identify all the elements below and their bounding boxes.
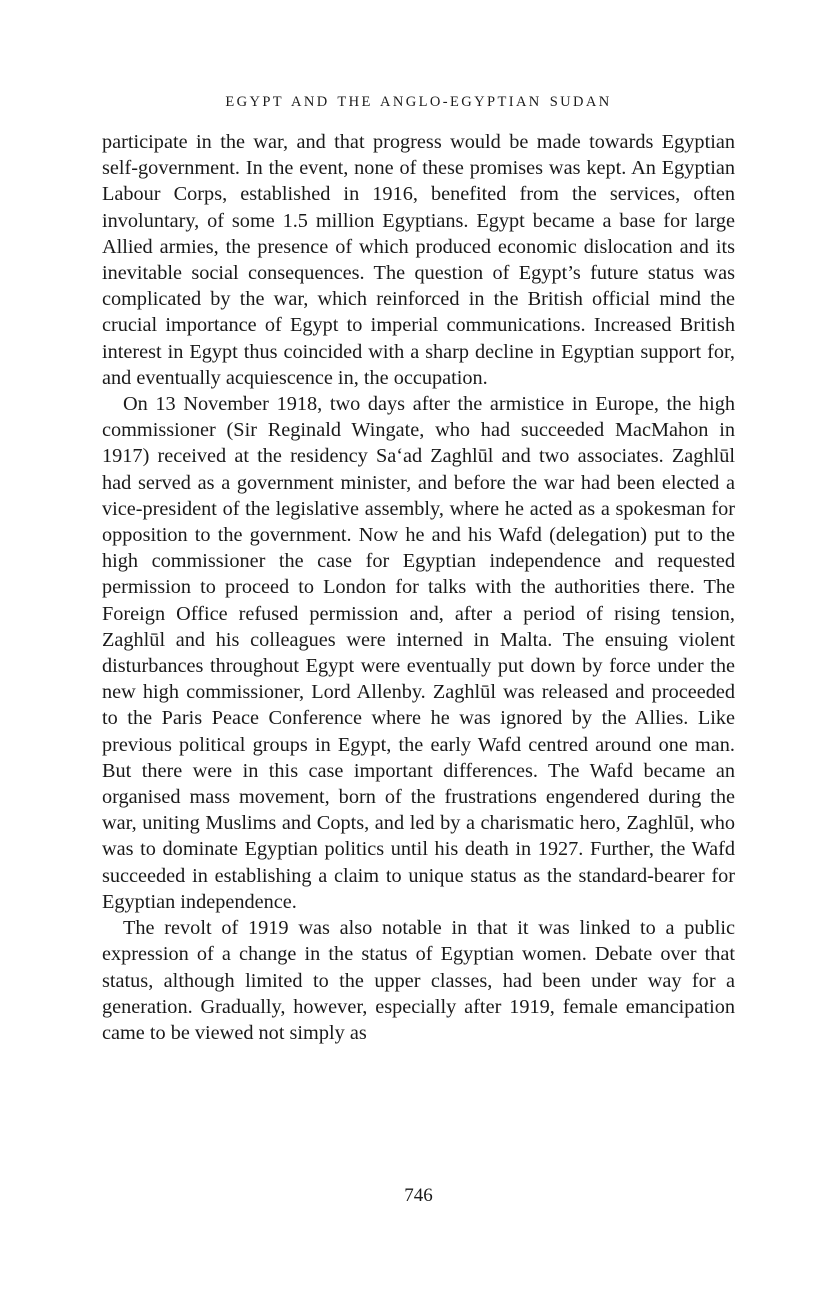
paragraph-continued: participate in the war, and that progress would be made towards Egyptian self-government. In the event, none of these promises was kept. An Egyptian Labour Corps, established in 1916, benefited from the services, often involuntary, of some 1.5 million Egyptians. Egypt became a base for large Allied armies, the presence of which produced economic dislocation and its inevitable social consequences. The question of Egypt’s future status was complicated by the war, which reinforced in the British official mind the crucial importance of Egypt to imperial communications. Increased British interest in Egypt thus coincided with a sharp decline in Egyptian support for, and eventually acquiescence in, the occupation. [102, 131, 735, 389]
body-text [102, 129, 735, 1046]
paragraph-revolt-1919: The revolt of 1919 was also notable in that it was linked to a public expression of a change in the status of Egyptian women. Debate over that status, although limited to the upper classes, had been under way for a generation. Gradually, however, especially after 1919, female emancipation came to be viewed not simply as [102, 917, 735, 1044]
book-page [102, 0, 735, 1300]
page-number: 746 [404, 1185, 433, 1206]
paragraph-zaghlul: On 13 November 1918, two days after the armistice in Europe, the high commissioner (Sir Reginald Wingate, who had succeeded MacMahon in 1917) received at the residency Sa‘ad Zaghlūl and two associates. Zaghlūl had served as a government minister, and before the war had been elected a vice-president of the legislative assembly, where he acted as a spokesman for opposition to the government. Now he and his Wafd (delegation) put to the high commissioner the case for Egyptian independence and requested permission to proceed to London for talks with the authorities there. The Foreign Office refused permission and, after a period of rising tension, Zaghlūl and his colleagues were interned in Malta. The ensuing violent disturbances throughout Egypt were eventually put down by force under the new high commissioner, Lord Allenby. Zaghlūl was released and proceeded to the Paris Peace Conference where he was ignored by the Allies. Like previous political groups in Egypt, the early Wafd centred around one man. But there were in this case important differences. The Wafd became an organised mass movement, born of the frustrations engendered during the war, uniting Muslims and Copts, and led by a charismatic hero, Zaghlūl, who was to dominate Egyptian politics until his death in 1927. Further, the Wafd succeeded in establishing a claim to unique status as the standard-bearer for Egyptian independence. [102, 393, 735, 913]
running-head: EGYPT AND THE ANGLO-EGYPTIAN SUDAN [225, 94, 612, 110]
